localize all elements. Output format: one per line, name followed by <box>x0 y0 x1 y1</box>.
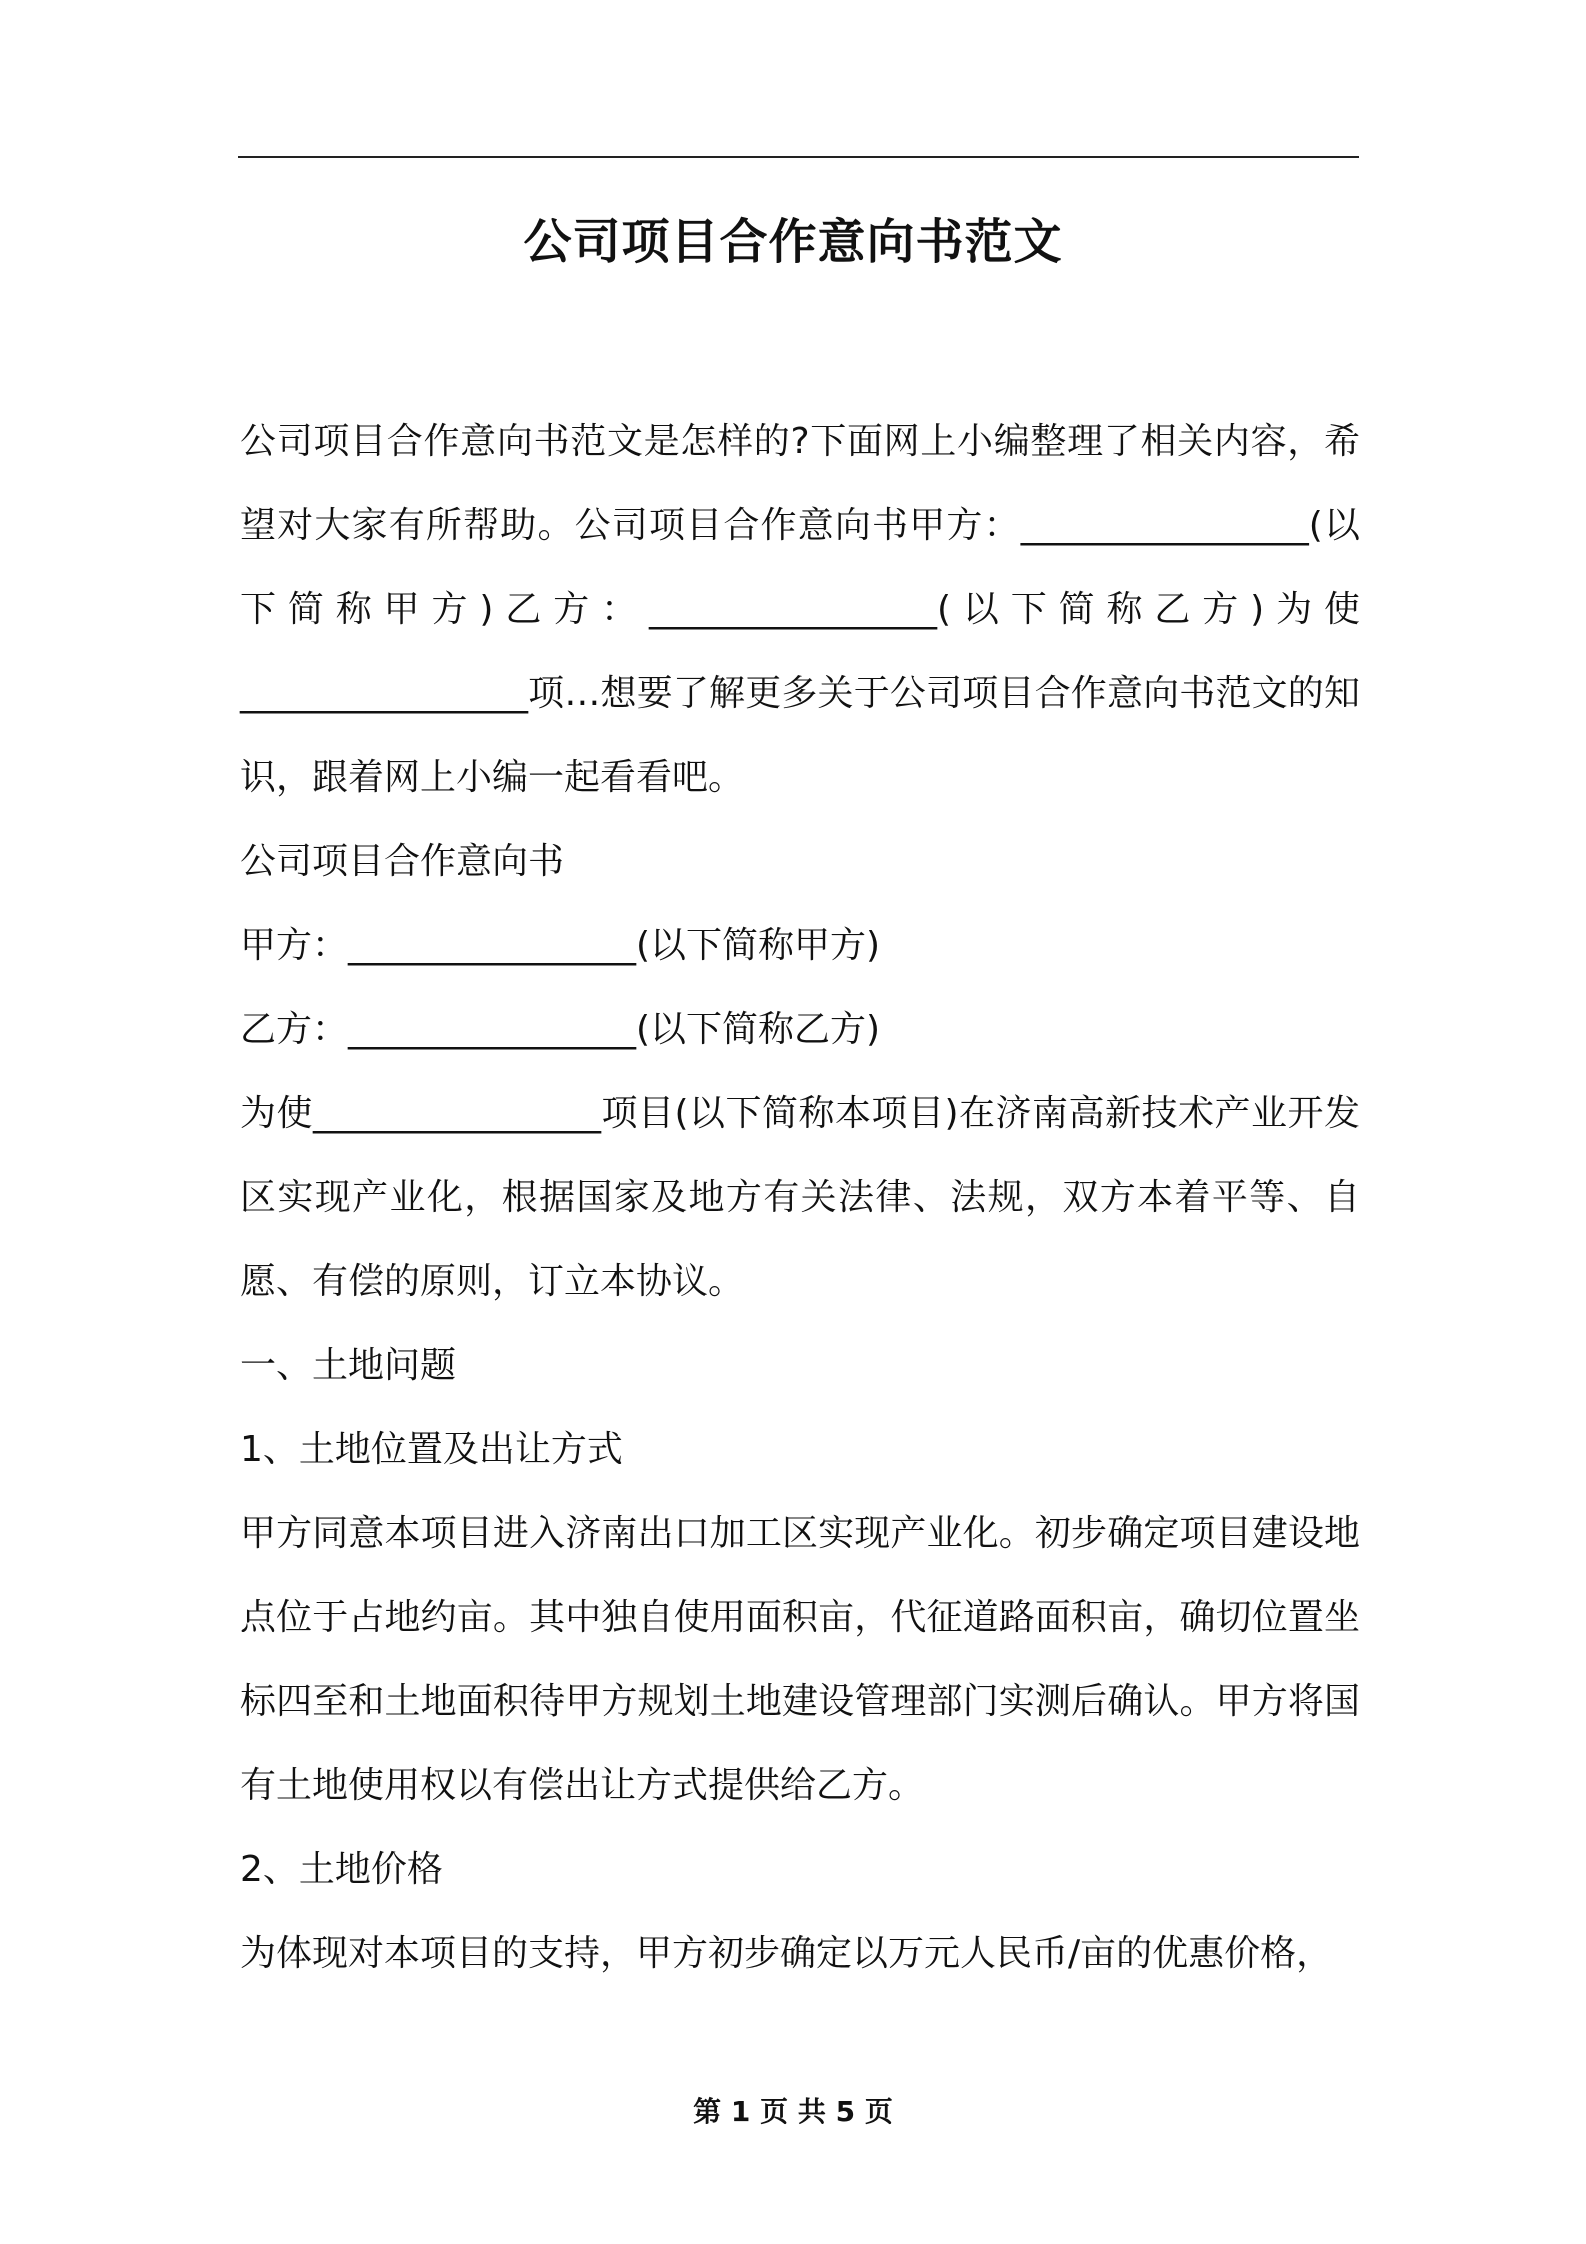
subsection-2-title: 2、土地价格 <box>240 1849 443 1890</box>
document-body <box>240 400 1360 1996</box>
header-rule <box>238 156 1359 158</box>
party-a-line: 甲方：________________(以下简称甲方) <box>240 925 881 966</box>
doc-heading: 公司项目合作意向书 <box>240 841 565 882</box>
subsection-2-body: 为体现对本项目的支持，甲方初步确定以万元人民币/亩的优惠价格， <box>240 1933 1333 1974</box>
section-1-title: 一、土地问题 <box>240 1345 457 1386</box>
subsection-1-title: 1、土地位置及出让方式 <box>240 1429 623 1470</box>
subsection-1-body: 甲方同意本项目进入济南出口加工区实现产业化。初步确定项目建设地点位于占地约亩。其中独自使用面积亩，代征道路面积亩，确切位置坐标四至和土地面积待甲方规划土地建设管理部门实测后确认。甲方将国有土地使用权以有偿出让方式提供给乙方。 <box>240 1513 1360 1806</box>
intro-paragraph: 公司项目合作意向书范文是怎样的?下面网上小编整理了相关内容，希望对大家有所帮助。公司项目合作意向书甲方：________________(以下简称甲方)乙方：________________(以下简称乙方)为使________________项…想要了解更多关于公司项目合作意向书范文的知识，跟着网上小编一起看看吧。 <box>240 421 1360 798</box>
purpose-paragraph: 为使________________项目(以下简称本项目)在济南高新技术产业开发区实现产业化，根据国家及地方有关法律、法规，双方本着平等、自愿、有偿的原则，订立本协议。 <box>240 1093 1360 1302</box>
document-title: 公司项目合作意向书范文 <box>523 214 1063 270</box>
page-indicator: 第 1 页 共 5 页 <box>693 2095 893 2128</box>
party-b-line: 乙方：________________(以下简称乙方) <box>240 1009 881 1050</box>
